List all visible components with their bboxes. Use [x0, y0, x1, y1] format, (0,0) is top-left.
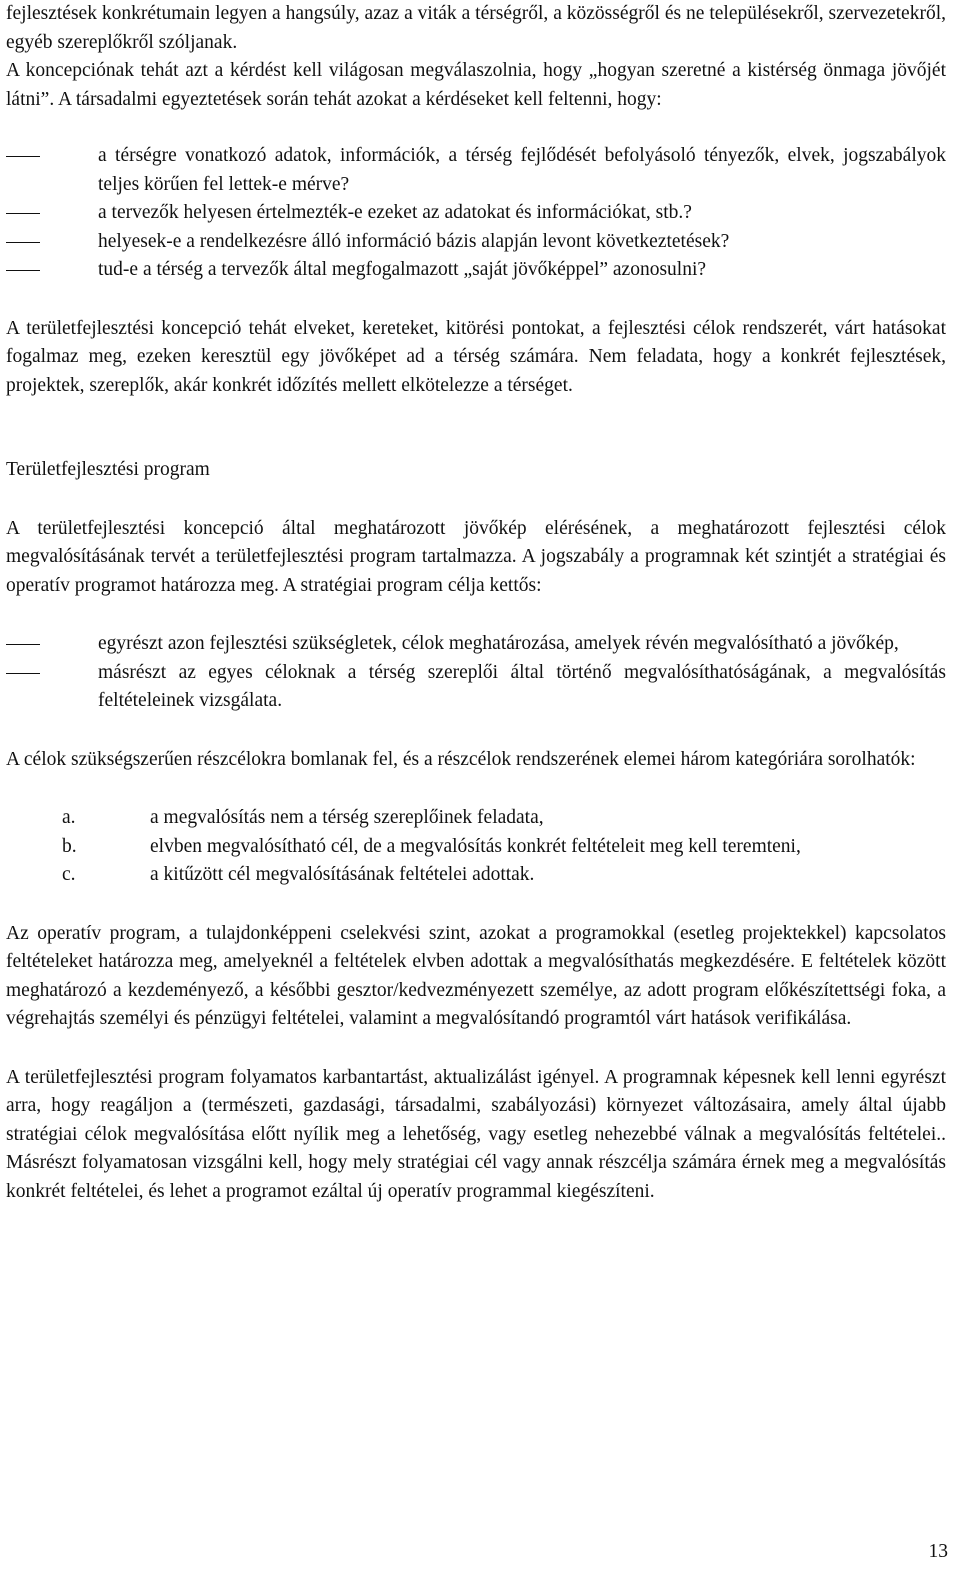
list-item: a. a megvalósítás nem a térség szereplőinek feladata,	[6, 804, 946, 833]
dash-bullet	[6, 644, 40, 645]
list-marker: c.	[62, 864, 76, 885]
list-item: a tervezők helyesen értelmezték-e ezeket az adatokat és információkat, stb.?	[6, 199, 946, 228]
list-item: b. elvben megvalósítható cél, de a megvalósítás konkrét feltételeit meg kell teremteni,	[6, 833, 946, 862]
list-item: c. a kitűzött cél megvalósításának feltételei adottak.	[6, 861, 946, 890]
section-heading: Területfejlesztési program	[6, 459, 210, 480]
strategic-goals-list	[6, 630, 946, 716]
page-content	[6, 0, 946, 1206]
intro-paragraph-1: fejlesztések konkrétumain legyen a hangsúly, azaz a viták a térségről, a közösségről és ne településekről, szervezetekről, egyéb szereplőkről szóljanak.	[6, 3, 946, 53]
list-item: egyrészt azon fejlesztési szükségletek, célok meghatározása, amelyek révén megvalósítható a jövőkép,	[6, 630, 946, 659]
maintenance-paragraph: A területfejlesztési program folyamatos karbantartást, aktualizálást igényel. A programnak képesnek kell lenni egyrészt arra, hogy reagáljon a (természeti, gazdasági, társadalmi, szabályozási) környezet változásaira, amely által újabb stratégiai célok megvalósítása előtt nyílik meg a lehetőség, vagy esetleg nehezebbé válnak a megvalósítás feltételei.. Másrészt folyamatosan vizsgálni kell, hogy mely stratégiai cél vagy annak részcélja számára érnek meg a megvalósítás konkrét feltételei, és lehet a programot ezáltal új operatív programmal kiegészíteni.	[6, 1066, 946, 1202]
concept-paragraph: A területfejlesztési koncepció tehát elveket, kereteket, kitörési pontokat, a fejlesztési célok rendszerét, várt hatásokat fogalmaz meg, ezeken keresztül egy jövőképet ad a térség számára. Nem feladata, hogy a konkrét fejlesztések, projektek, szereplők, akár konkrét időzítés mellett elkötelezze a térséget.	[6, 317, 946, 396]
operative-paragraph: Az operatív program, a tulajdonképpeni cselekvési szint, azokat a programokkal (esetleg projektekkel) kapcsolatos feltételeket határozza meg, amelyeknél a feltételek elvben adottak a megvalósíthatás megkezdésére. E feltételek között meghatározó a kezdeményező, a későbbi gesztor/kedvezményezett személye, az adott program előkészítettségi foka, a végrehajtás személyi és pénzügyi feltételei, valamint a megvalósítandó programtól várt hatások verifikálása.	[6, 922, 946, 1029]
dash-bullet	[6, 270, 40, 271]
subgoal-paragraph: A célok szükségszerűen részcélokra bomlanak fel, és a részcélok rendszerének elemei három kategóriára sorolhatók:	[6, 748, 916, 770]
program-paragraph: A területfejlesztési koncepció által meghatározott jövőkép elérésének, a meghatározott fejlesztési célok megvalósításának tervét a területfejlesztési program tartalmazza. A jogszabály a programnak két szintjét a stratégiai és operatív programot határozza meg. A stratégiai program célja kettős:	[6, 517, 946, 596]
dash-bullet	[6, 673, 40, 674]
list-item: tud-e a térség a tervezők által megfogalmazott „saját jövőképpel” azonosulni?	[6, 256, 946, 285]
list-marker: a.	[62, 807, 76, 828]
dash-bullet	[6, 242, 40, 243]
list-item: másrészt az egyes céloknak a térség szereplői által történő megvalósíthatóságának, a megvalósítás feltételeinek vizsgálata.	[6, 659, 946, 716]
dash-bullet	[6, 156, 40, 157]
list-marker: b.	[62, 835, 77, 857]
questions-list	[6, 142, 946, 285]
list-item: a térségre vonatkozó adatok, információk, a térség fejlődését befolyásoló tényezők, elvek, jogszabályok teljes körűen fel lettek-e mérve?	[6, 142, 946, 199]
categories-list	[6, 804, 946, 890]
list-item: helyesek-e a rendelkezésre álló információ bázis alapján levont következtetések?	[6, 228, 946, 257]
intro-paragraph-2: A koncepciónak tehát azt a kérdést kell világosan megválaszolnia, hogy „hogyan szeretné a kistérség önmaga jövőjét látni”. A társadalmi egyeztetések során tehát azokat a kérdéseket kell feltenni, hogy:	[6, 60, 946, 110]
dash-bullet	[6, 213, 40, 214]
page-number: 13	[928, 1541, 948, 1562]
